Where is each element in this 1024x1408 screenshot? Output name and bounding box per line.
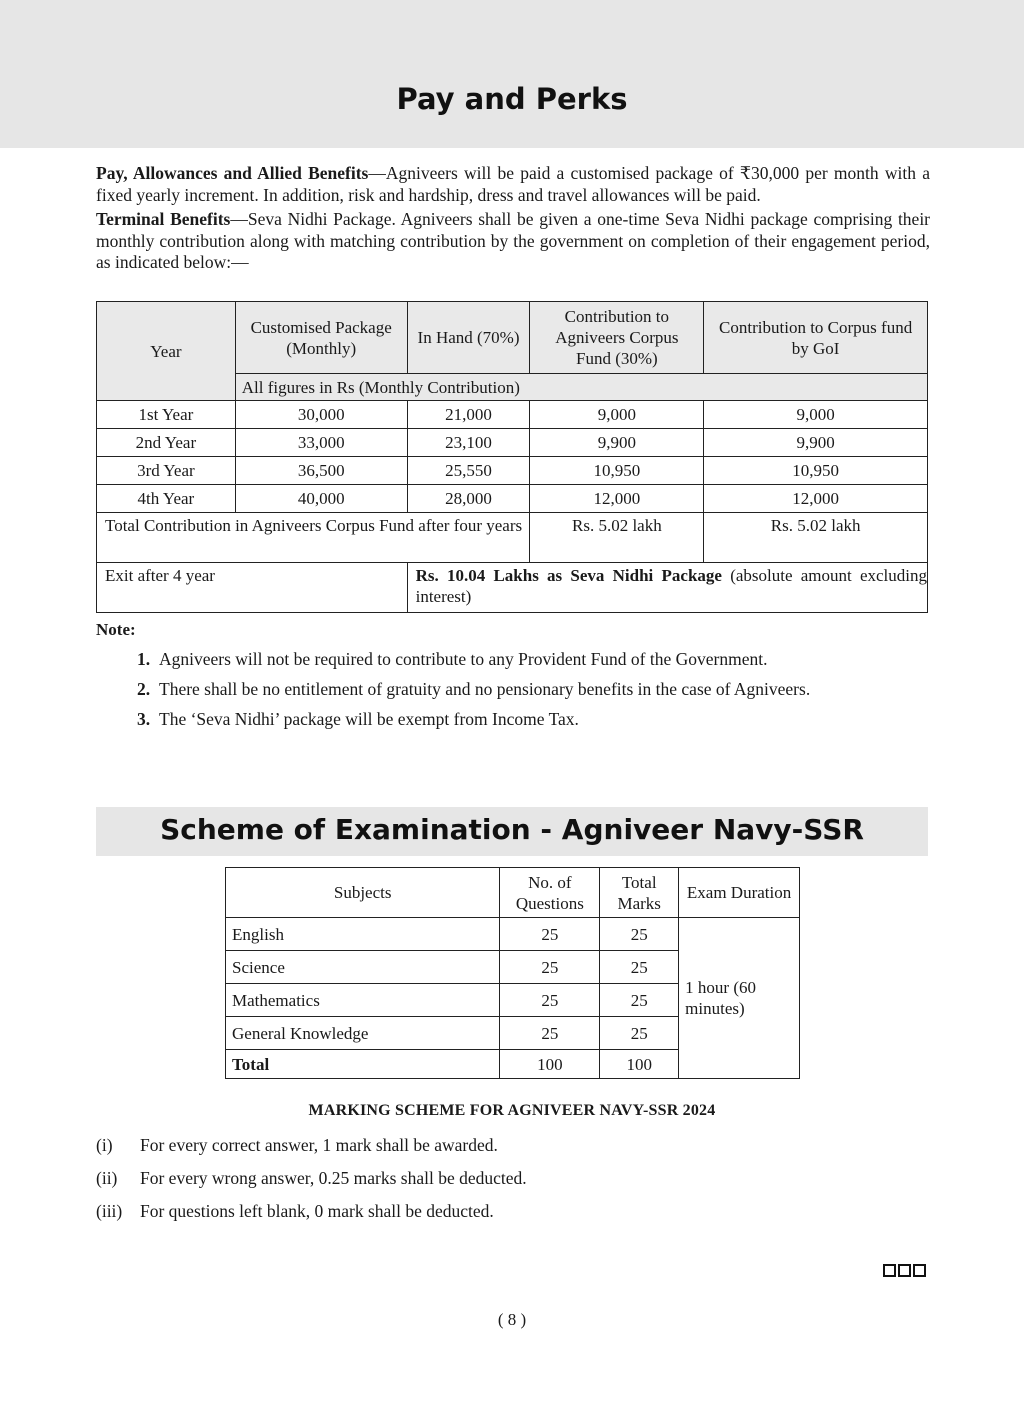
total-goi: Rs. 5.02 lakh: [704, 513, 928, 563]
table-row: [97, 429, 928, 457]
note-number: 1.: [137, 649, 151, 669]
notes-list: [137, 648, 937, 738]
subheader-text: All figures in Rs (Monthly Contribution): [235, 374, 927, 401]
header-corpus: Contribution to Agniveers Corpus Fund (30%): [530, 302, 704, 374]
package-cell: 36,500: [235, 457, 407, 485]
table-row: [97, 457, 928, 485]
total-label: Total Contribution in Agniveers Corpus Fund after four years: [97, 513, 530, 563]
goi-cell: 9,000: [704, 401, 928, 429]
corpus-cell: 9,900: [530, 429, 704, 457]
year-cell: 4th Year: [97, 485, 236, 513]
note-text: The ‘Seva Nidhi’ package will be exempt from Income Tax.: [159, 709, 579, 729]
total-corpus: Rs. 5.02 lakh: [530, 513, 704, 563]
end-of-section-icon: [881, 1263, 926, 1281]
marks-cell: 25: [600, 918, 679, 951]
exit-rest: (absolute amount excluding interest): [415, 566, 928, 606]
pay-table-header: [97, 302, 928, 374]
header-subjects: Subjects: [226, 868, 500, 918]
exit-row: [97, 563, 928, 613]
total-row: [97, 513, 928, 563]
note-number: 2.: [137, 679, 151, 699]
list-item: [137, 708, 937, 738]
exit-bold: Rs. 10.04 Lakhs as Seva Nidhi Package: [415, 566, 722, 585]
total-marks: 100: [600, 1050, 679, 1079]
questions-cell: 25: [500, 918, 600, 951]
header-year: Year: [97, 302, 236, 401]
scheme-title: Scheme of Examination - Agniveer Navy-SSR: [160, 813, 864, 846]
corpus-cell: 9,000: [530, 401, 704, 429]
terminal-label: Terminal Benefits: [96, 209, 231, 229]
header-in-hand: In Hand (70%): [407, 302, 530, 374]
header-marks: Total Marks: [600, 868, 679, 918]
marking-text: For questions left blank, 0 mark shall be deducted.: [140, 1201, 494, 1221]
header-questions: No. of Questions: [500, 868, 600, 918]
year-cell: 1st Year: [97, 401, 236, 429]
list-item: [96, 1167, 527, 1200]
total-questions: 100: [500, 1050, 600, 1079]
subject-cell: English: [226, 918, 500, 951]
list-item: [137, 678, 937, 708]
in-hand-cell: 21,000: [407, 401, 530, 429]
intro-paragraph-pay: [96, 163, 930, 206]
page-title: Pay and Perks: [396, 82, 628, 116]
marks-cell: 25: [600, 951, 679, 984]
subject-cell: Science: [226, 951, 500, 984]
exam-table-header: [226, 868, 800, 918]
goi-cell: 9,900: [704, 429, 928, 457]
note-title: Note:: [96, 620, 136, 639]
header-goi: Contribution to Corpus fund by GoI: [704, 302, 928, 374]
page-number: ( 8 ): [497, 1310, 527, 1329]
exit-label: Exit after 4 year: [97, 563, 408, 613]
goi-cell: 12,000: [704, 485, 928, 513]
marking-number: (i): [96, 1135, 113, 1155]
table-row: [97, 485, 928, 513]
note-text: Agniveers will not be required to contribute to any Provident Fund of the Government.: [159, 649, 768, 669]
terminal-text: —Seva Nidhi Package. Agniveers shall be given a one-time Seva Nidhi package comprising their monthly contribution along with matching contribution by the government on completion of their engagement period, as indicated below:—: [96, 209, 931, 272]
total-label: Total: [226, 1050, 500, 1079]
header-duration: Exam Duration: [679, 868, 800, 918]
questions-cell: 25: [500, 984, 600, 1017]
year-cell: 2nd Year: [97, 429, 236, 457]
list-item: [96, 1200, 527, 1233]
table-row: [97, 401, 928, 429]
in-hand-cell: 23,100: [407, 429, 530, 457]
exit-value: [407, 563, 927, 613]
package-cell: 40,000: [235, 485, 407, 513]
subject-cell: General Knowledge: [226, 1017, 500, 1050]
header-band: [0, 0, 1024, 148]
marking-number: (iii): [96, 1201, 123, 1221]
goi-cell: 10,950: [704, 457, 928, 485]
exam-table: [225, 867, 800, 1079]
pay-table: [96, 301, 928, 613]
note-number: 3.: [137, 709, 151, 729]
corpus-cell: 10,950: [530, 457, 704, 485]
marking-title: MARKING SCHEME FOR AGNIVEER NAVY-SSR 2024: [308, 1102, 716, 1119]
marks-cell: 25: [600, 984, 679, 1017]
in-hand-cell: 28,000: [407, 485, 530, 513]
note-text: There shall be no entitlement of gratuity and no pensionary benefits in the case of Agniveers.: [159, 679, 811, 699]
marking-text: For every correct answer, 1 mark shall be awarded.: [140, 1135, 498, 1155]
in-hand-cell: 25,550: [407, 457, 530, 485]
marking-text: For every wrong answer, 0.25 marks shall be deducted.: [140, 1168, 527, 1188]
pay-label: Pay, Allowances and Allied Benefits: [96, 163, 369, 183]
intro-paragraph-terminal: [96, 209, 930, 274]
duration-cell: 1 hour (60 minutes): [679, 918, 800, 1079]
questions-cell: 25: [500, 1017, 600, 1050]
list-item: [137, 648, 937, 678]
marking-list: [96, 1134, 527, 1233]
header-package: Customised Package (Monthly): [235, 302, 407, 374]
year-cell: 3rd Year: [97, 457, 236, 485]
package-cell: 33,000: [235, 429, 407, 457]
package-cell: 30,000: [235, 401, 407, 429]
list-item: [96, 1134, 527, 1167]
pay-text: —Agniveers will be paid a customised package of ₹30,000 per month with a fixed yearly increment. In addition, risk and hardship, dress and travel allowances will be paid.: [96, 163, 930, 205]
marking-number: (ii): [96, 1168, 118, 1188]
intro-section: [96, 163, 930, 277]
questions-cell: 25: [500, 951, 600, 984]
subject-cell: Mathematics: [226, 984, 500, 1017]
table-row: [226, 918, 800, 951]
marks-cell: 25: [600, 1017, 679, 1050]
corpus-cell: 12,000: [530, 485, 704, 513]
